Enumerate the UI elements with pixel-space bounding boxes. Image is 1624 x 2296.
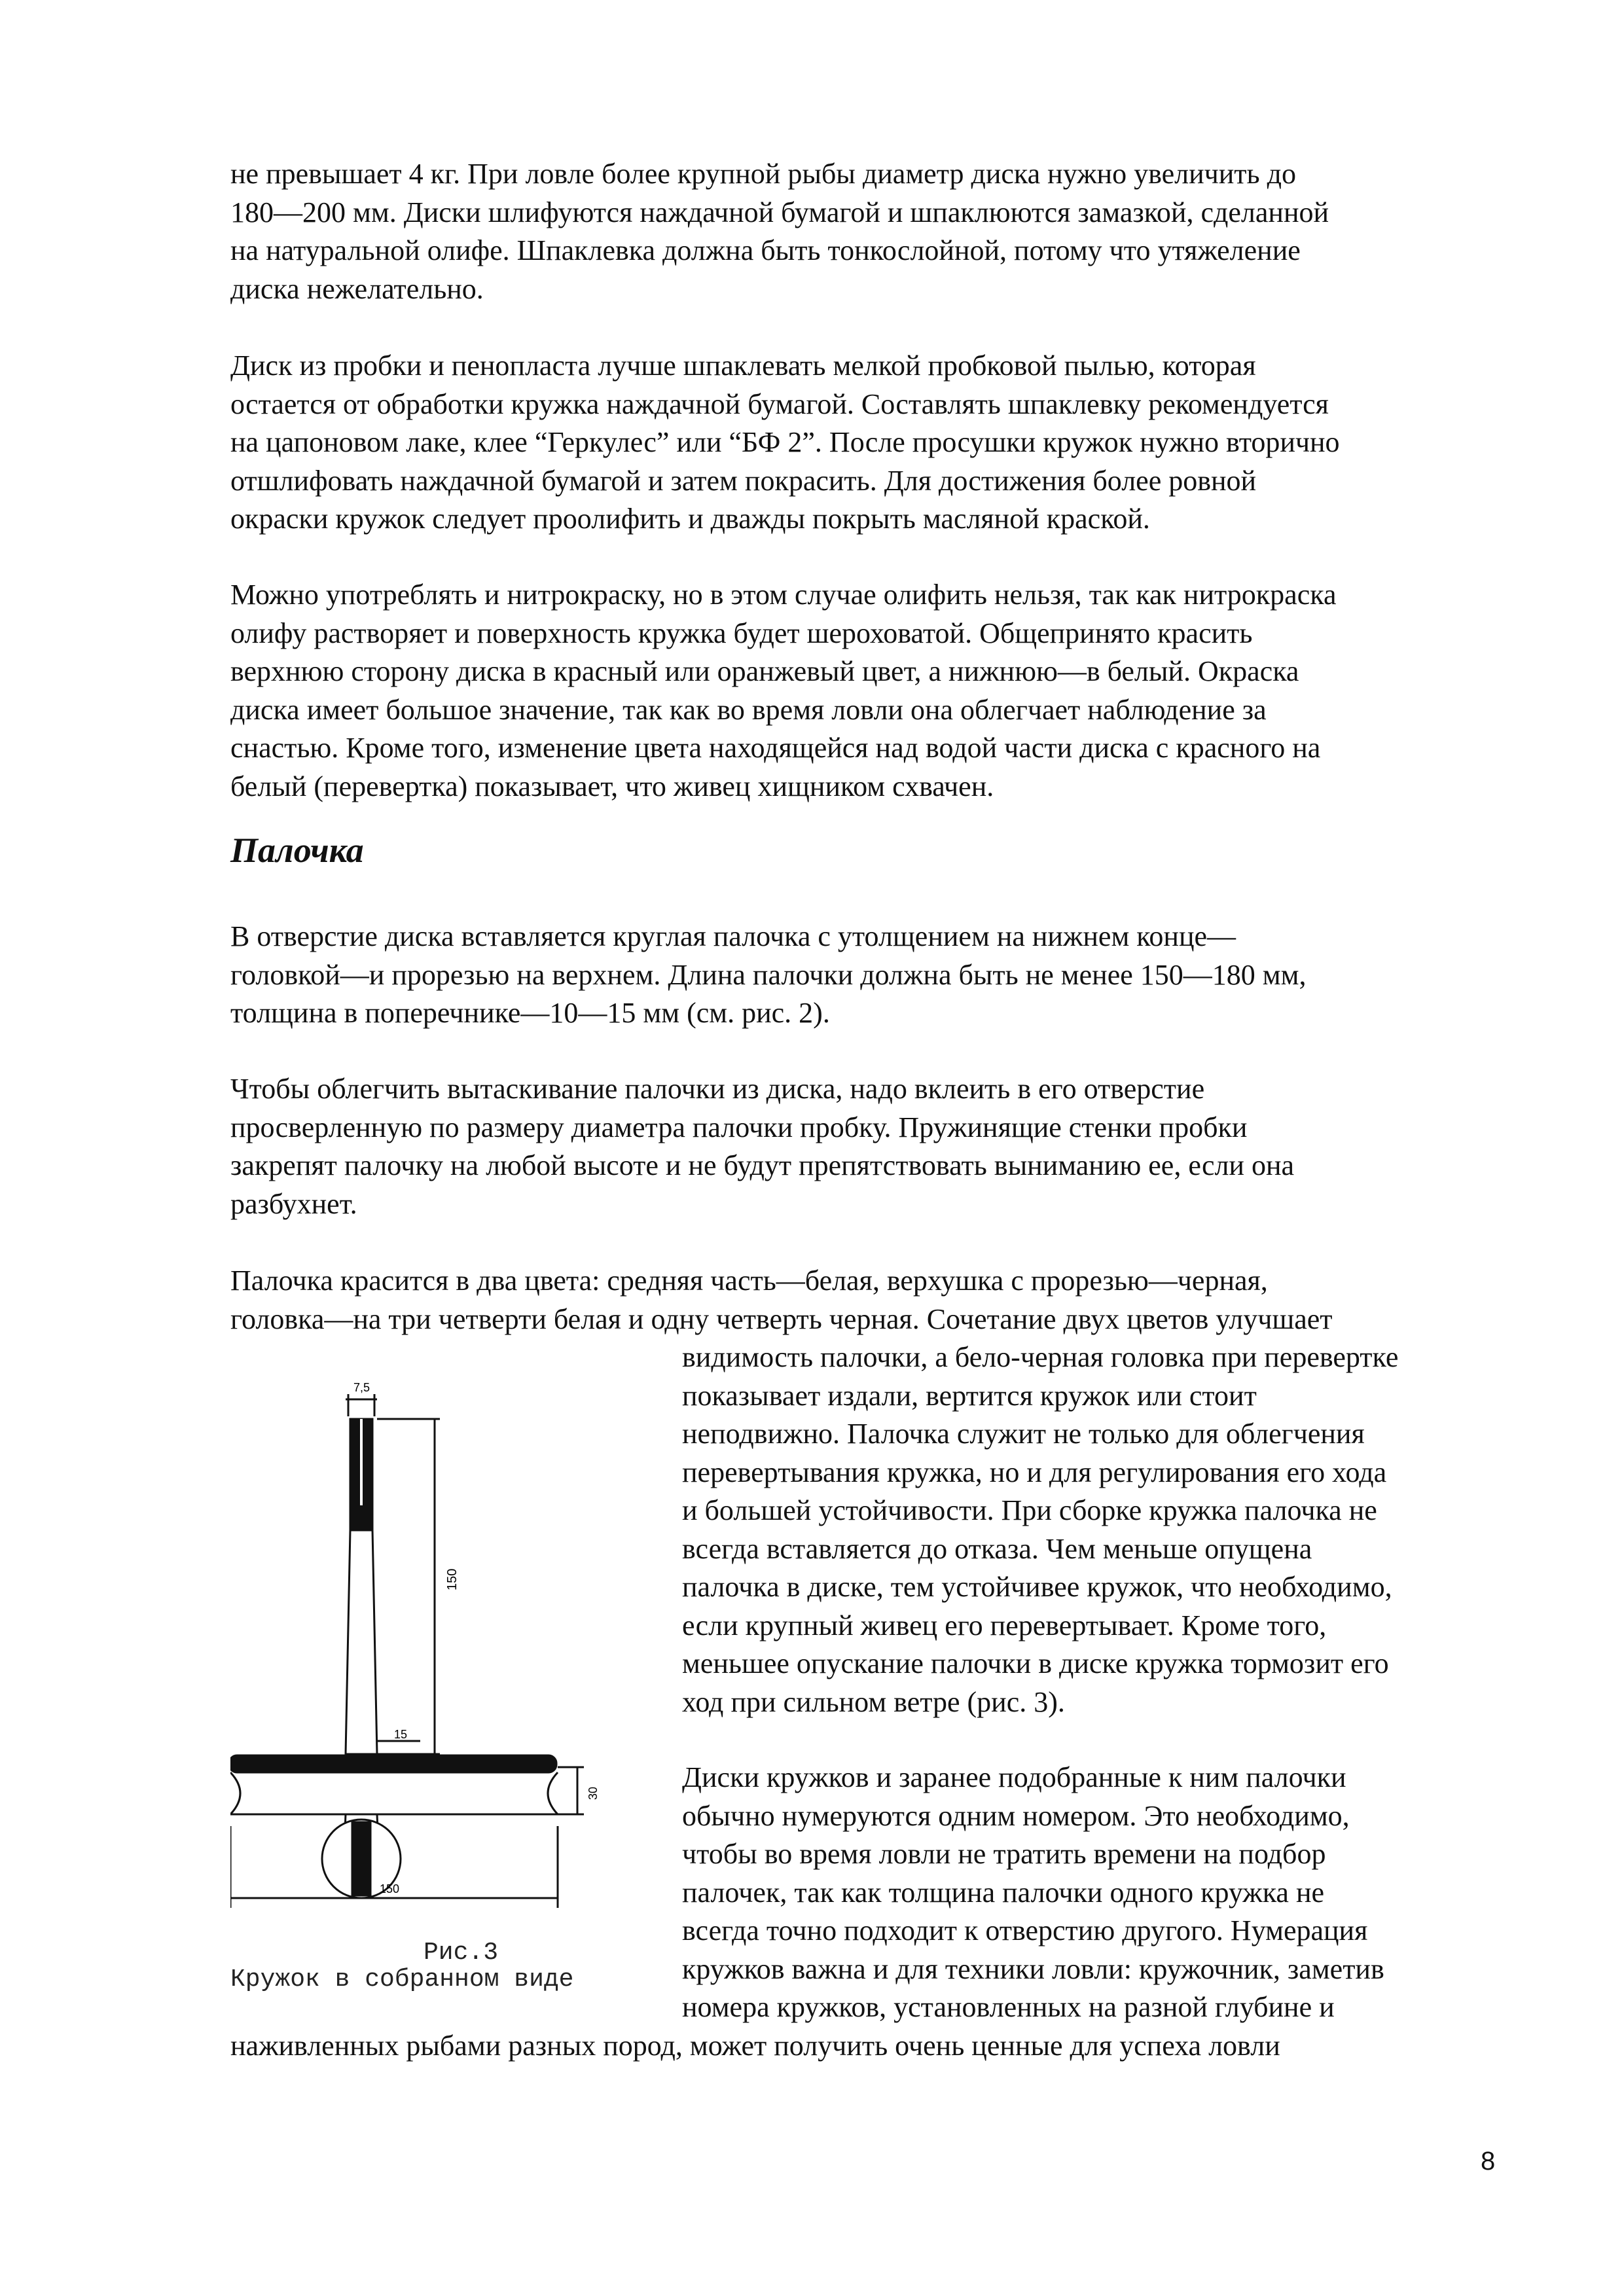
paragraph-cork-insert: Чтобы облегчить вытаскивание палочки из диска, надо вклеить в его отверстие просверленную по размеру диаметра палочки пробку. Пружинящие стенки пробки закрепят палочку на любой высоте и не будут препятствовать выниманию ее, если она разбухнет.	[230, 1073, 1295, 1220]
paragraph-cork-putty: Диск из пробки и пенопласта лучше шпаклевать мелкой пробковой пылью, которая остается от обработки кружка наждачной бумагой. Составлять шпаклевку рекомендуется на цапоновом лаке, клее “Геркулес” или “БФ 2”. После просушки кружок нужно вторично отшлифовать наждачной бумагой и затем покрасить. Для достижения более ровной окраски кружок следует проолифить и дважды покрыть масляной краской.	[230, 350, 1340, 535]
page-number: 8	[1481, 2147, 1496, 2176]
paragraph-stick-visibility: видимость палочки, а бело-черная головка при перевертке показывает издали, вертится кружок или стоит неподвижно. Палочка служит не только для облегчения перевертывания кружка, но и для регулирования его хода и большей устойчивости. При сборке кружка палочка не всегда вставляется до отказа. Чем меньше опущена палочка в диске, тем устойчивее кружок, что необходимо, если крупный живец его перевертывает. Кроме того, меньшее опускание палочки в диске кружка тормозит его ход при сильном ветре (рис. 3).	[682, 1341, 1399, 1718]
disc-body	[230, 1772, 558, 1814]
figure-caption: Кружок в собранном виде	[230, 1965, 574, 1994]
paragraph-last-line: наживленных рыбами разных пород, может получить очень ценные для успеха ловли	[230, 2030, 1280, 2062]
figure-label: Рис.3	[424, 1939, 499, 1967]
stick-body	[346, 1530, 377, 1754]
paragraph-numbering: Диски кружков и заранее подобранные к ним палочки обычно нумеруются одним номером. Это необходимо, чтобы во время ловли не тратить времени на подбор палочек, так как толщина палочки одного кружка не всегда точно подходит к отверстию другого. Нумерация кружков важна и для техники ловли: кружочник, заметив номера кружков, установленных на разной глубине и	[682, 1761, 1384, 2023]
paragraph-nitro-paint: Можно употреблять и нитрокраску, но в этом случае олифить нельзя, так как нитрокраска олифу растворяет и поверхность кружка будет шероховатой. Общепринято красить верхнюю сторону диска в красный или оранжевый цвет, а нижнюю—в белый. Окраска диска имеет большое значение, так как во время ловли она облегчает наблюдение за снастью. Кроме того, изменение цвета находящейся над водой части диска с красного на белый (перевертка) показывает, что живец хищником схвачен.	[230, 579, 1337, 802]
dim-length-label: 150	[445, 1568, 460, 1590]
dim-top-label: 7,5	[353, 1381, 370, 1394]
dim-bottom-label: 150	[380, 1882, 400, 1895]
figure-3	[230, 1374, 676, 1967]
dim-height-label: 30	[586, 1786, 600, 1800]
disc-top	[230, 1755, 556, 1772]
paragraph-stick-description: В отверстие диска вставляется круглая палочка с утолщением на нижнем конце— головкой—и прорезью на верхнем. Длина палочки должна быть не менее 150—180 мм, толщина в поперечнике—10—15 мм (см. рис. 2).	[230, 920, 1307, 1029]
paragraph-disc-size: не превышает 4 кг. При ловле более крупной рыбы диаметр диска нужно увеличить до 180—200 мм. Диски шлифуются наждачной бумагой и шпаклюются замазкой, сделанной на натуральной олифе. Шпаклевка должна быть тонкослойной, потому что утяжеление диска нежелательно.	[230, 158, 1329, 305]
section-heading: Палочка	[230, 831, 364, 870]
dim-mid-label: 15	[394, 1728, 408, 1741]
paragraph-two-colors: Палочка красится в два цвета: средняя часть—белая, верхушка с прорезью—черная, головка—на три четверти белая и одну четверть черная. Сочетание двух цветов улучшает	[230, 1265, 1333, 1335]
float-drawing	[230, 1374, 676, 1950]
stick-head-black	[352, 1822, 370, 1895]
